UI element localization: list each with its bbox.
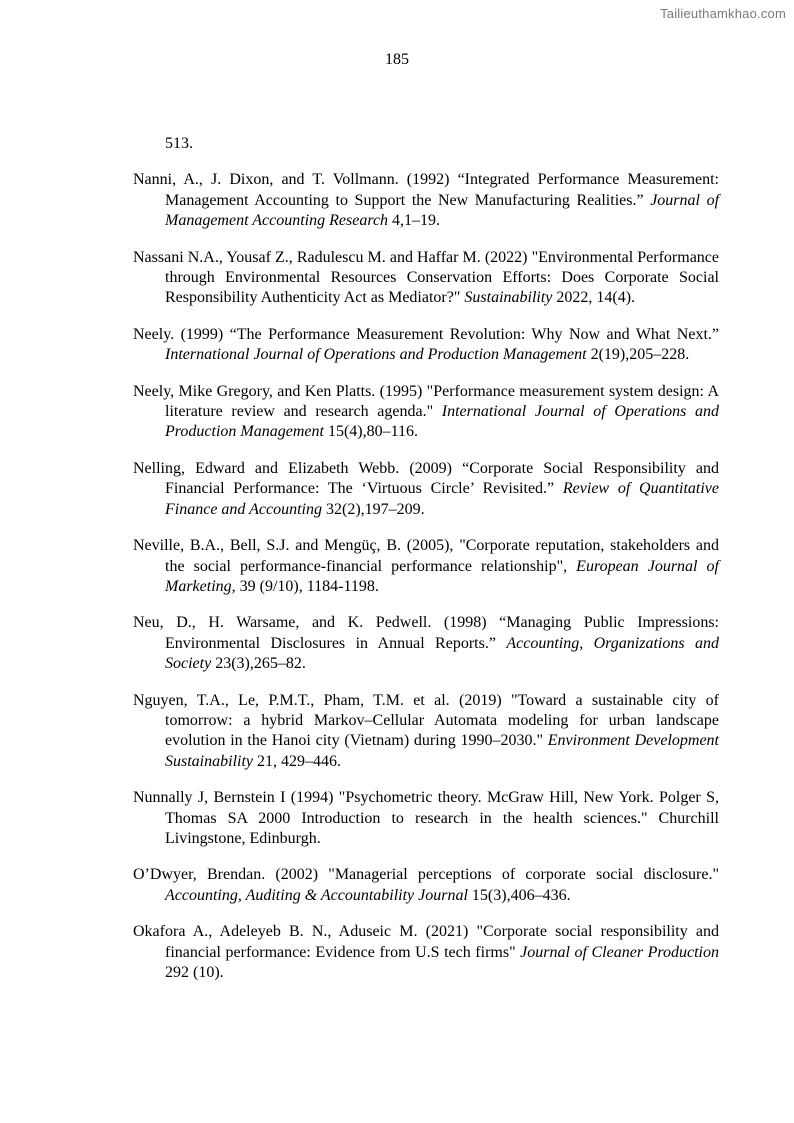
reference-entry [133, 382, 719, 443]
reference-continuation: 513. [165, 135, 193, 152]
reference-source: Journal of Management Accounting Research [165, 191, 720, 230]
reference-text: Neville, B.A., Bell, S.J. and Mengüç, B. (2005), "Corporate reputation, stakeholders and the social performance-financial performance relationship", [133, 537, 719, 575]
reference-entry [133, 922, 719, 983]
page-number: 185 [385, 51, 409, 68]
reference-details: 2(19),205–228. [586, 346, 690, 364]
reference-details: 23(3),265–82. [211, 655, 306, 673]
reference-source: Environment Development Sustainability [165, 732, 719, 770]
reference-source: Journal of Cleaner Production [520, 943, 719, 961]
reference-text: Neu, D., H. Warsame, and K. Pedwell. (1998) “Managing Public Impressions: Environmental Disclosures in Annual Reports.” [133, 614, 719, 652]
reference-text: Nelling, Edward and Elizabeth Webb. (2009) “Corporate Social Responsibility and Financial Performance: The ‘Virtuous Circle’ Revisited.” [133, 459, 719, 498]
reference-entry [133, 865, 719, 906]
reference-text: Nunnally J, Bernstein I (1994) "Psychometric theory. McGraw Hill, New York. Polger S, Thomas SA 2000 Introduction to research in the health sciences." Churchill Livingstone, Edinburgh. [133, 789, 719, 847]
reference-entry [133, 325, 719, 366]
reference-text: Nassani N.A., Yousaf Z., Radulescu M. and Haffar M. (2022) "Environmental Performance through Environmental Resources Conservation Efforts: Does Corporate Social Responsibility Authenticity Act as Mediator?" [133, 248, 719, 307]
reference-entry [133, 170, 719, 231]
reference-source: Sustainability [464, 289, 553, 307]
reference-source: Accounting, Organizations and Society [165, 634, 720, 673]
reference-entry [133, 536, 719, 597]
reference-text: Nanni, A., J. Dixon, and T. Vollmann. (1992) “Integrated Performance Measurement: Management Accounting to Support the New Manufacturing Realities.” [133, 171, 719, 209]
reference-source: European Journal of Marketing, [165, 557, 720, 595]
reference-details: 292 (10). [165, 964, 224, 981]
reference-source: International Journal of Operations and Production Management [165, 346, 587, 364]
reference-text: O’Dwyer, Brendan. (2002) "Managerial perceptions of corporate social disclosure." [133, 866, 719, 884]
reference-text: Neely. (1999) “The Performance Measurement Revolution: Why Now and What Next.” [133, 325, 719, 343]
reference-entry [133, 691, 719, 773]
reference-text: Nguyen, T.A., Le, P.M.T., Pham, T.M. et al. (2019) "Toward a sustainable city of tomorrow: a hybrid Markov–Cellular Automata modeling for urban landscape evolution in the Hanoi city (Vietnam) during 1990–2030." [133, 691, 719, 750]
reference-entry [133, 788, 719, 849]
reference-details: 39 (9/10), 1184-1198. [235, 577, 379, 595]
reference-source: Accounting, Auditing & Accountability Journal [165, 886, 468, 904]
reference-details: 4,1–19. [388, 212, 441, 230]
reference-source: Review of Quantitative Finance and Accounting [165, 480, 719, 518]
reference-details: 15(4),80–116. [323, 423, 418, 441]
reference-details: 21, 429–446. [253, 752, 341, 770]
reference-entry [133, 459, 719, 520]
watermark-text: Tailieuthamkhao.com [660, 6, 786, 21]
reference-details: 15(3),406–436. [467, 886, 571, 904]
reference-details: 2022, 14(4). [552, 289, 636, 307]
reference-text: Neely, Mike Gregory, and Ken Platts. (1995) "Performance measurement system design: A literature review and research agenda." [133, 382, 719, 421]
reference-text: Okafora A., Adeleyeb B. N., Aduseic M. (2021) "Corporate social responsibility and financial performance: Evidence from U.S tech firms" [133, 923, 719, 961]
reference-list [133, 134, 719, 996]
reference-entry [133, 248, 719, 309]
reference-entry [133, 613, 719, 674]
reference-details: 32(2),197–209. [322, 500, 425, 518]
reference-source: International Journal of Operations and Production Management [165, 403, 720, 441]
